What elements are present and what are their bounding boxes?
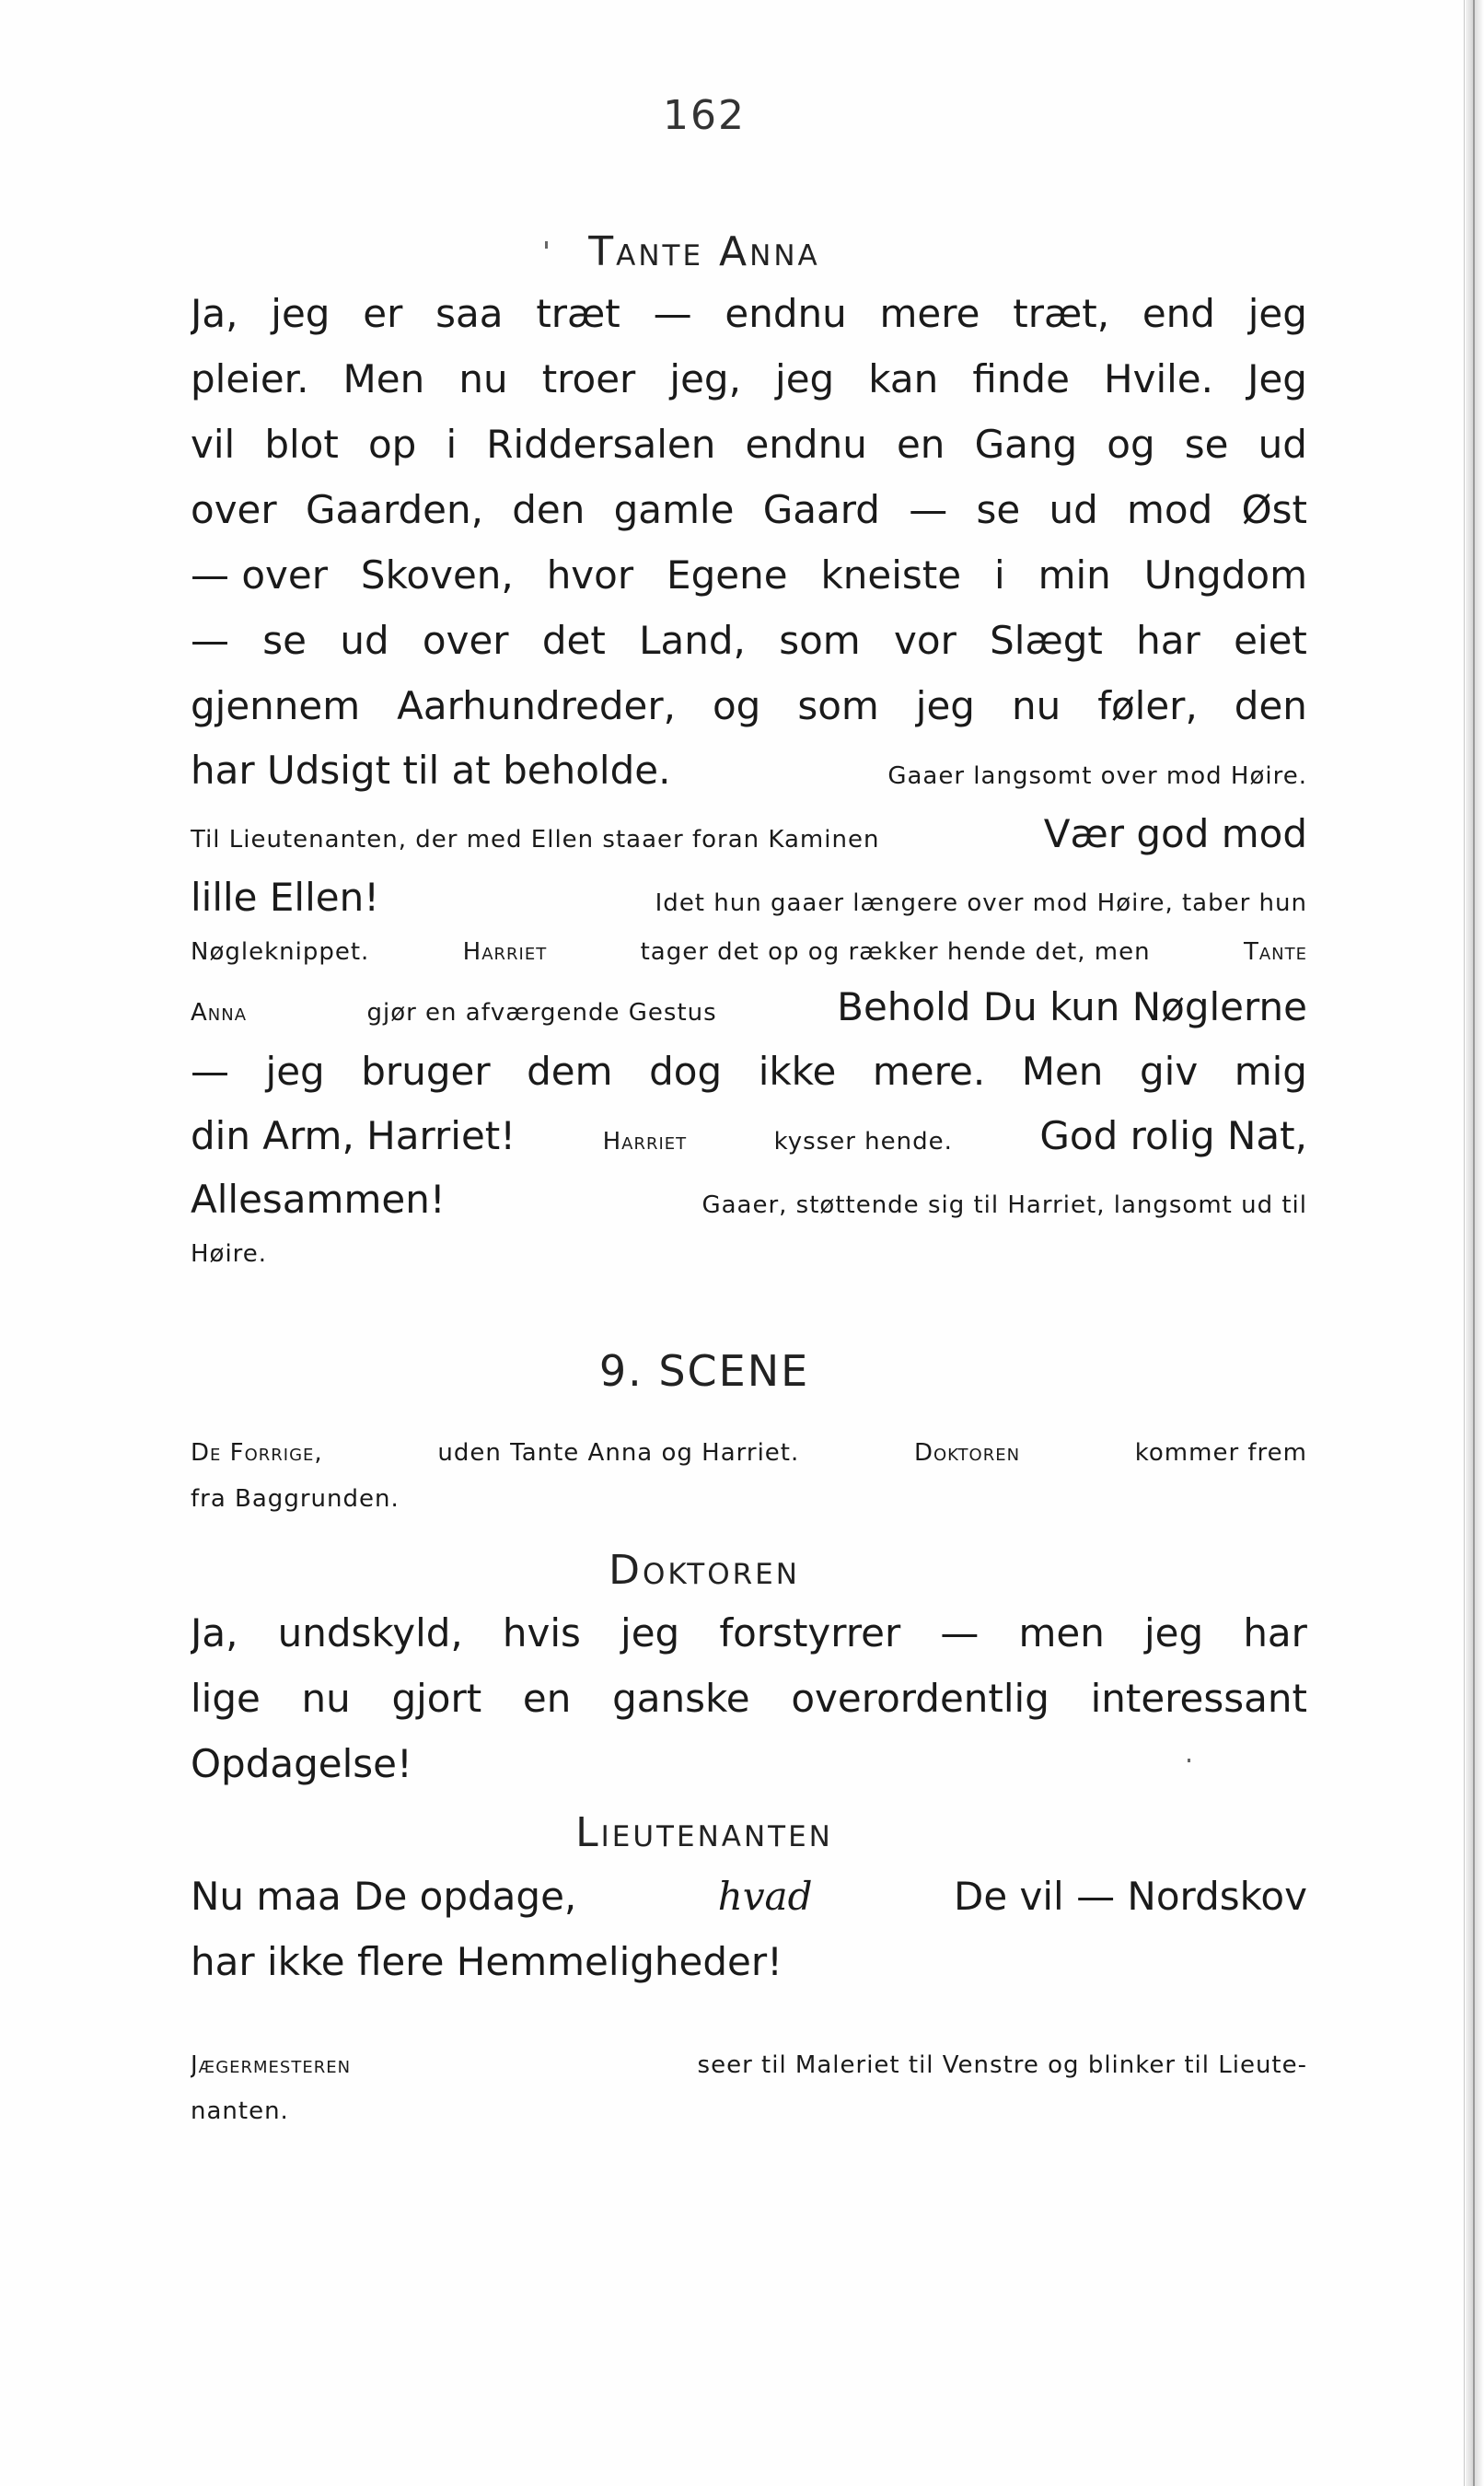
dialogue-word: Slægt bbox=[990, 618, 1103, 663]
speech-line bbox=[191, 1167, 1307, 1231]
dialogue-word: gamle bbox=[613, 487, 735, 532]
dialogue-word: ud bbox=[340, 618, 389, 663]
speech-line bbox=[191, 608, 1307, 673]
dialogue-word: — bbox=[191, 1049, 229, 1094]
speaker-lieutenanten: Lieutenanten bbox=[575, 1809, 833, 1856]
scene-direction bbox=[191, 1430, 1307, 1522]
stage-direction-line bbox=[191, 2042, 1307, 2088]
dialogue-word: i bbox=[994, 552, 1005, 598]
dialogue-text: din Arm, Harriet! bbox=[191, 1113, 516, 1158]
dialogue-word: Riddersalen bbox=[486, 422, 716, 467]
stage-direction: kommer frem bbox=[1134, 1439, 1307, 1467]
stage-direction: kysser hende. bbox=[773, 1128, 953, 1156]
dialogue-text: Opdagelse! bbox=[191, 1741, 412, 1786]
stage-direction-line bbox=[191, 929, 1307, 975]
dialogue-text: God rolig Nat, bbox=[1039, 1113, 1307, 1158]
dialogue-word: interessant bbox=[1090, 1676, 1307, 1721]
speech-line bbox=[191, 738, 1307, 802]
scene-heading: 9. SCENE bbox=[598, 1346, 810, 1396]
dialogue-word: finde bbox=[972, 356, 1070, 401]
speech-line bbox=[191, 346, 1307, 412]
stage-direction-line bbox=[191, 2088, 1307, 2134]
dialogue-text: har Udsigt til at beholde. bbox=[191, 748, 671, 793]
stage-direction: Nøgleknippet. bbox=[191, 938, 370, 966]
dialogue-word: træt bbox=[536, 291, 620, 336]
binding-shadow-line bbox=[1464, 0, 1465, 2486]
dialogue-word: hvor bbox=[546, 552, 634, 598]
dialogue-word: kneiste bbox=[820, 552, 962, 598]
speech-line bbox=[191, 1039, 1307, 1104]
dialogue-word: som bbox=[797, 683, 879, 728]
dialogue-word: nu bbox=[1011, 683, 1061, 728]
dialogue-word: — bbox=[191, 618, 229, 663]
dialogue-word: Jeg bbox=[1247, 356, 1307, 401]
speech-tante-anna bbox=[191, 281, 1307, 1277]
dialogue-word: jeg bbox=[915, 683, 975, 728]
character-name: Jægermesteren bbox=[191, 2051, 352, 2079]
dialogue-word: i bbox=[446, 422, 458, 467]
stage-direction: fra Baggrunden. bbox=[191, 1485, 400, 1513]
dialogue-word: Gang bbox=[974, 422, 1078, 467]
dialogue-text: lille Ellen! bbox=[191, 875, 380, 920]
dialogue-word: gjennem bbox=[191, 683, 361, 728]
dialogue-word: endnu bbox=[745, 422, 867, 467]
dialogue-word: nu bbox=[301, 1676, 351, 1721]
dialogue-word: men bbox=[1018, 1610, 1105, 1655]
dialogue-text: De vil — Nordskov bbox=[954, 1874, 1307, 1919]
dialogue-word: Men bbox=[342, 356, 425, 401]
dialogue-word: end bbox=[1142, 291, 1215, 336]
final-direction bbox=[191, 2042, 1307, 2134]
dialogue-word: Ungdom bbox=[1143, 552, 1307, 598]
dialogue-word: dem bbox=[527, 1049, 613, 1094]
stage-direction: seer til Maleriet til Venstre og blinker til Lieute- bbox=[697, 2051, 1307, 2079]
binding-edge-line bbox=[1473, 0, 1475, 2486]
speech-line bbox=[191, 412, 1307, 477]
dialogue-word: undskyld, bbox=[277, 1610, 463, 1655]
stage-direction: Gaaer langsomt over mod Høire. bbox=[887, 762, 1307, 790]
dialogue-word: overordentlig bbox=[791, 1676, 1049, 1721]
dialogue-word: og bbox=[712, 683, 761, 728]
dialogue-word: Gaard bbox=[762, 487, 880, 532]
dialogue-word: troer bbox=[541, 356, 636, 401]
dialogue-word: min bbox=[1038, 552, 1111, 598]
dialogue-word: pleier. bbox=[191, 356, 309, 401]
dialogue-word: kan bbox=[868, 356, 939, 401]
dialogue-text: Nu maa De opdage, bbox=[191, 1874, 577, 1919]
stage-direction-line bbox=[191, 1476, 1307, 1522]
dialogue-word: nu bbox=[458, 356, 508, 401]
dialogue-word: som bbox=[779, 618, 861, 663]
character-name: Harriet bbox=[602, 1128, 688, 1156]
dialogue-word: se bbox=[1184, 422, 1229, 467]
dialogue-emphasis: hvad bbox=[717, 1874, 813, 1919]
stage-direction: nanten. bbox=[191, 2097, 289, 2125]
speech-line bbox=[191, 673, 1307, 738]
dialogue-word: over bbox=[422, 618, 509, 663]
dialogue-word: dog bbox=[649, 1049, 723, 1094]
dialogue-word: træt, bbox=[1013, 291, 1110, 336]
dialogue-word: mere bbox=[879, 291, 980, 336]
dialogue-word: Ja, bbox=[191, 291, 238, 336]
character-name: De Forrige, bbox=[191, 1439, 323, 1467]
speech-line bbox=[191, 975, 1307, 1039]
dialogue-word: den bbox=[512, 487, 585, 532]
binding-edge bbox=[1466, 0, 1484, 2486]
speech-line bbox=[191, 1731, 1307, 1796]
dialogue-word: vil bbox=[191, 422, 236, 467]
dialogue-word: — over bbox=[191, 552, 329, 598]
dialogue-word: Gaarden, bbox=[305, 487, 483, 532]
dialogue-word: — bbox=[940, 1610, 980, 1655]
dialogue-word: giv bbox=[1139, 1049, 1199, 1094]
dialogue-word: Skoven, bbox=[360, 552, 514, 598]
dialogue-word: blot bbox=[264, 422, 339, 467]
character-name: Tante bbox=[1243, 938, 1307, 966]
dialogue-word: Hvile. bbox=[1104, 356, 1213, 401]
dialogue-word: mig bbox=[1234, 1049, 1307, 1094]
dialogue-word: ikke bbox=[758, 1049, 837, 1094]
dialogue-word: jeg bbox=[271, 291, 330, 336]
dialogue-word: det bbox=[541, 618, 606, 663]
dialogue-word: lige bbox=[191, 1676, 261, 1721]
dialogue-word: se bbox=[976, 487, 1021, 532]
stage-direction-line bbox=[191, 1430, 1307, 1476]
speaker-doktoren: Doktoren bbox=[609, 1547, 800, 1594]
dialogue-word: forstyrrer bbox=[719, 1610, 901, 1655]
stage-direction: Gaaer, støttende sig til Harriet, langsomt ud til bbox=[701, 1191, 1307, 1219]
dialogue-word: jeg bbox=[1144, 1610, 1204, 1655]
dialogue-word: Aarhundreder, bbox=[397, 683, 676, 728]
speech-line bbox=[191, 1666, 1307, 1731]
dialogue-word: — bbox=[909, 487, 948, 532]
print-mark bbox=[1188, 1759, 1190, 1762]
dialogue-word: Øst bbox=[1241, 487, 1307, 532]
dialogue-word: jeg bbox=[1247, 291, 1307, 336]
dialogue-word: saa bbox=[435, 291, 504, 336]
stage-direction: Til Lieutenanten, der med Ellen staaer foran Kaminen bbox=[191, 826, 880, 854]
dialogue-word: den bbox=[1234, 683, 1307, 728]
dialogue-word: Egene bbox=[667, 552, 788, 598]
character-name: Harriet bbox=[462, 938, 548, 966]
stage-direction: uden Tante Anna og Harriet. bbox=[437, 1439, 800, 1467]
dialogue-word: hvis bbox=[502, 1610, 581, 1655]
speaker-tante-anna: Tante Anna bbox=[588, 228, 820, 275]
dialogue-word: — bbox=[653, 291, 692, 336]
dialogue-text: Vær god mod bbox=[1043, 811, 1307, 856]
stage-direction: gjør en afværgende Gestus bbox=[366, 999, 717, 1027]
speech-line bbox=[191, 281, 1307, 346]
stage-direction: Høire. bbox=[191, 1240, 268, 1268]
dialogue-word: en bbox=[896, 422, 945, 467]
dialogue-word: ganske bbox=[612, 1676, 750, 1721]
speech-line bbox=[191, 1929, 1307, 1994]
speech-lieutenanten bbox=[191, 1864, 1307, 1994]
dialogue-word: og bbox=[1107, 422, 1155, 467]
dialogue-word: gjort bbox=[391, 1676, 482, 1721]
speech-line bbox=[191, 1600, 1307, 1666]
character-name: Anna bbox=[191, 999, 248, 1027]
dialogue-word: er bbox=[363, 291, 403, 336]
speech-line bbox=[191, 1864, 1307, 1929]
speech-line bbox=[191, 542, 1307, 608]
print-mark bbox=[545, 241, 548, 249]
stage-direction-line bbox=[191, 1231, 1307, 1277]
dialogue-word: jeg bbox=[620, 1610, 680, 1655]
dialogue-word: bruger bbox=[361, 1049, 491, 1094]
dialogue-word: se bbox=[262, 618, 307, 663]
dialogue-word: eiet bbox=[1234, 618, 1307, 663]
dialogue-word: jeg bbox=[775, 356, 835, 401]
stage-direction: tager det op og rækker hende det, men bbox=[640, 938, 1151, 966]
dialogue-word: har bbox=[1136, 618, 1200, 663]
dialogue-word: endnu bbox=[725, 291, 847, 336]
dialogue-word: mere. bbox=[872, 1049, 986, 1094]
speech-line bbox=[191, 802, 1307, 865]
dialogue-word: ud bbox=[1258, 422, 1307, 467]
character-name: Doktoren bbox=[913, 1439, 1021, 1467]
dialogue-word: jeg, bbox=[669, 356, 741, 401]
dialogue-word: en bbox=[522, 1676, 572, 1721]
dialogue-word: føler, bbox=[1097, 683, 1198, 728]
speech-line bbox=[191, 1104, 1307, 1167]
dialogue-word: mod bbox=[1127, 487, 1213, 532]
page-number: 162 bbox=[663, 92, 746, 139]
dialogue-word: vor bbox=[894, 618, 956, 663]
dialogue-word: over bbox=[191, 487, 277, 532]
speech-line bbox=[191, 477, 1307, 542]
dialogue-text: Behold Du kun Nøglerne bbox=[837, 984, 1307, 1029]
dialogue-text: Allesammen! bbox=[191, 1177, 446, 1222]
dialogue-word: Ja, bbox=[191, 1610, 238, 1655]
dialogue-word: jeg bbox=[265, 1049, 325, 1094]
dialogue-word: har bbox=[1243, 1610, 1307, 1655]
speech-doktoren bbox=[191, 1600, 1307, 1796]
dialogue-word: ud bbox=[1049, 487, 1098, 532]
dialogue-word: op bbox=[367, 422, 417, 467]
dialogue-word: Men bbox=[1021, 1049, 1104, 1094]
dialogue-text: har ikke flere Hemmeligheder! bbox=[191, 1939, 783, 1984]
dialogue-word: Land, bbox=[639, 618, 746, 663]
stage-direction: Idet hun gaaer længere over mod Høire, taber hun bbox=[655, 889, 1307, 917]
speech-line bbox=[191, 865, 1307, 929]
